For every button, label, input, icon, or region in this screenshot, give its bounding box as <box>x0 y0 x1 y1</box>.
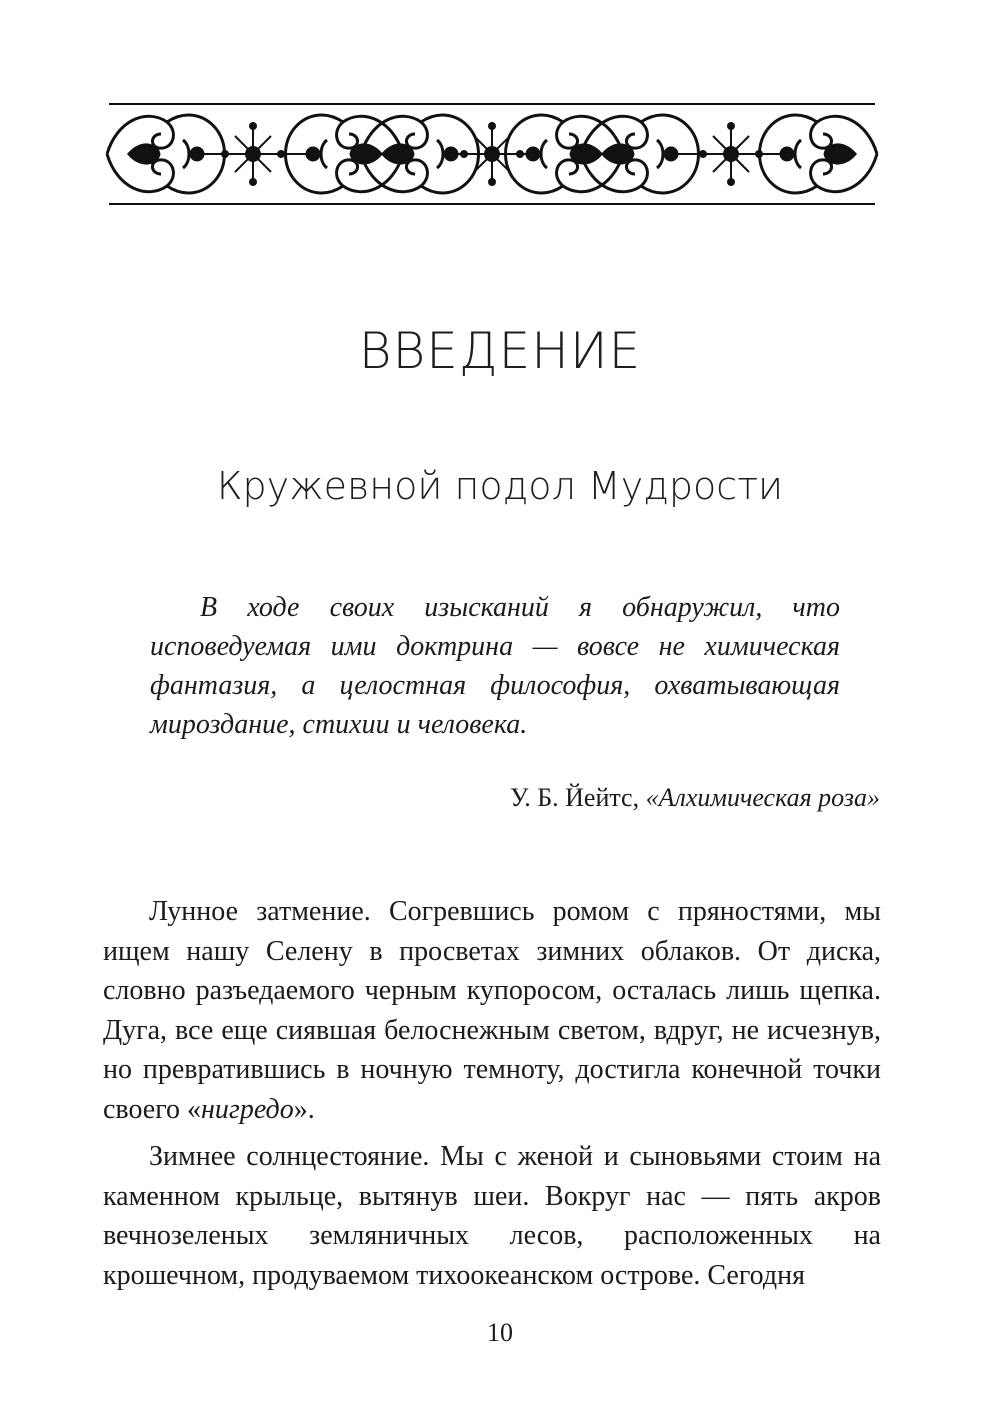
page-number: 10 <box>487 1318 513 1347</box>
paragraph-2: Зимнее солнцестояние. Мы с женой и сыновьями стоим на каменном крыльце, вытянув шеи. Вокруг нас — пять акров вечнозеленых земляничных лесов, расположенных на крошечном, продуваемом тихоокеанском острове. Сегодня <box>103 1141 881 1291</box>
ornamental-border-icon <box>103 100 881 208</box>
epigraph-text: В ходе своих изысканий я обнаружил, что исповедуемая ими доктрина — вовсе не химическая фантазия, а целостная философия, охватывающая мироздание, стихии и человека. <box>150 592 840 740</box>
chapter-title: ВВЕДЕНИЕ <box>358 322 642 380</box>
paragraph-1-end: ». <box>293 1093 315 1125</box>
body-text <box>103 892 881 1303</box>
epigraph-author: У. Б. Йейтс, <box>510 783 640 812</box>
epigraph-work: «Алхимическая роза» <box>645 783 880 812</box>
chapter-subtitle: Кружевной подол Мудрости <box>216 464 784 508</box>
paragraph-1-start: Лунное затмение. Согревшись ромом с пряностями, мы ищем нашу Селену в просветах зимних облаков. От диска, словно разъедаемого черным купоросом, осталась лишь щепка. Дуга, все еще сиявшая белоснежным светом, вдруг, не исчезнув, но превратившись в ночную темноту, достигла конечной точки своего « <box>103 896 881 1125</box>
paragraph-1-term: нигредо <box>201 1093 294 1125</box>
epigraph-attribution <box>150 780 880 816</box>
paragraph-1 <box>103 892 881 1129</box>
